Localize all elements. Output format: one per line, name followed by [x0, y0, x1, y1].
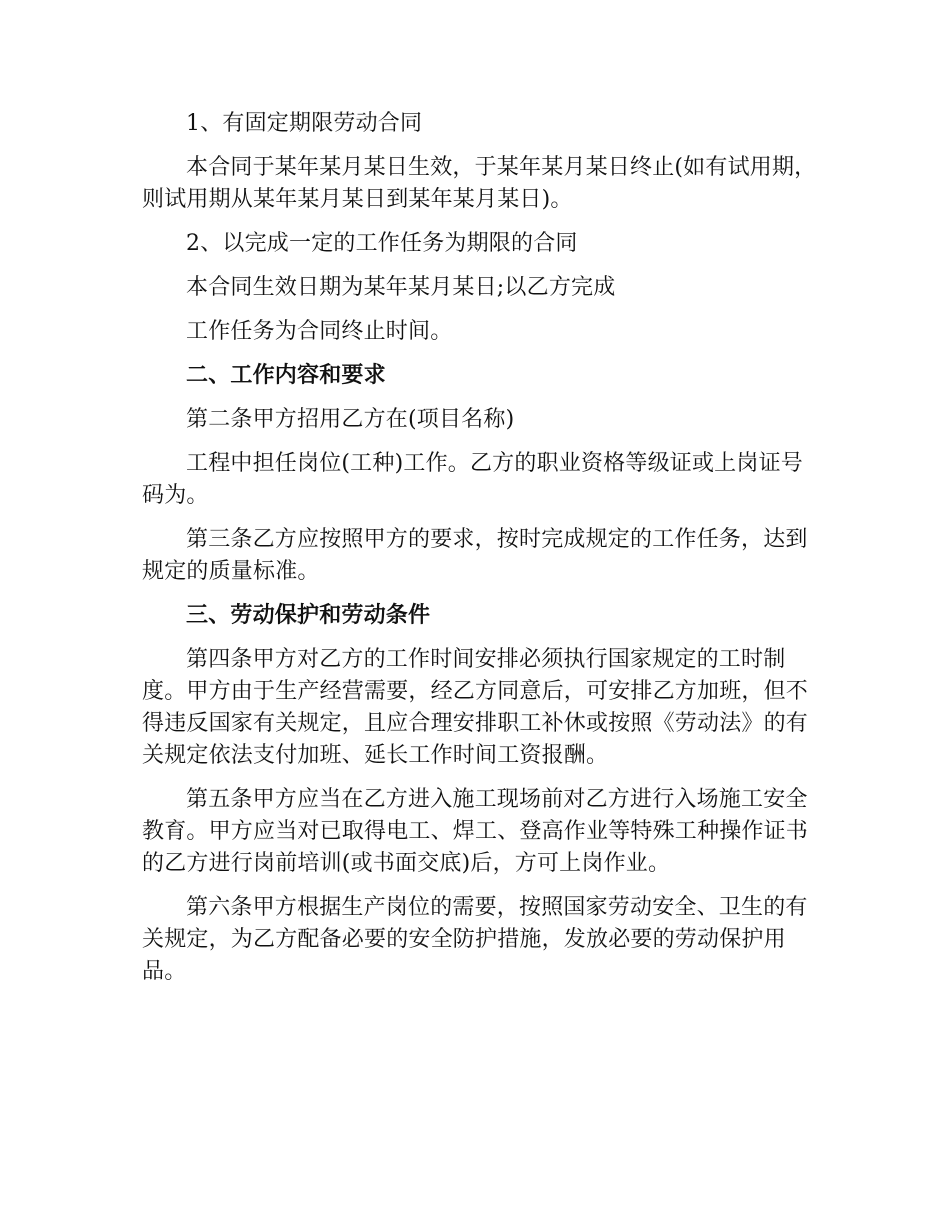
task-termination-clause: 工作任务为合同终止时间。 — [186, 319, 453, 344]
term-type-fixed: 1、有固定期限劳动合同 — [186, 111, 423, 136]
section-heading-work-content: 二、工作内容和要求 — [186, 363, 386, 388]
article-2-part-2: 工程中担任岗位(工种)工作。乙方的职业资格等级证或上岗证号码为。 — [142, 451, 803, 508]
section-heading-labor-protection: 三、劳动保护和劳动条件 — [186, 603, 431, 628]
term-type-task: 2、以完成一定的工作任务为期限的合同 — [186, 231, 578, 256]
article-4: 第四条甲方对乙方的工作时间安排必须执行国家规定的工时制度。甲方由于生产经营需要，经乙方同意后，可安排乙方加班，但不得违反国家有关规定，且应合理安排职工补休或按照《劳动法》的有关规定依法支付加班、延长工作时间工资报酬。 — [142, 647, 809, 768]
article-6: 第六条甲方根据生产岗位的需要，按照国家劳动安全、卫生的有关规定，为乙方配备必要的安全防护措施，发放必要的劳动保护用品。 — [142, 895, 808, 984]
document-page — [142, 108, 818, 1000]
article-5: 第五条甲方应当在乙方进入施工现场前对乙方进行入场施工安全教育。甲方应当对已取得电工、焊工、登高作业等特殊工种操作证书的乙方进行岗前培训(或书面交底)后，方可上岗作业。 — [142, 787, 809, 876]
article-2-part-1: 第二条甲方招用乙方在(项目名称) — [186, 407, 515, 432]
task-effective-clause: 本合同生效日期为某年某月某日;以乙方完成 — [186, 275, 616, 300]
article-3: 第三条乙方应按照甲方的要求，按时完成规定的工作任务，达到规定的质量标准。 — [142, 527, 808, 584]
effective-date-clause: 本合同于某年某月某日生效，于某年某月某日终止(如有试用期，则试用期从某年某月某日到某年某月某日)。 — [142, 155, 817, 212]
